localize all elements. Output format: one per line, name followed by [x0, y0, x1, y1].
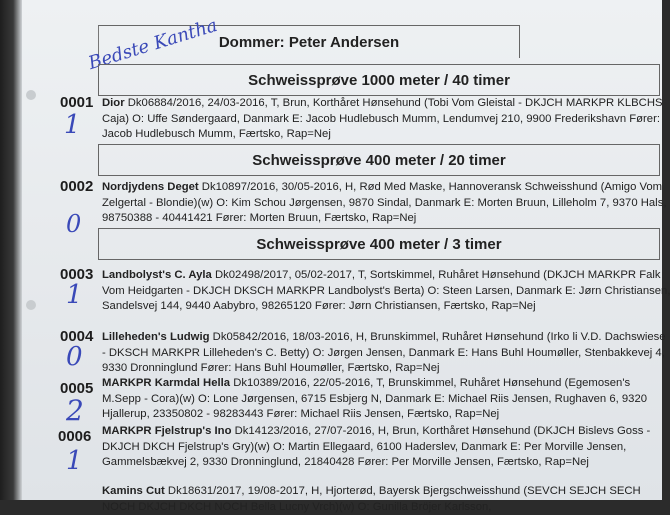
- entry-line: Jacob Hudlebusch Mumm, Færtsko, Rap=Nej: [102, 127, 662, 143]
- dog-name: Lilleheden's Ludwig: [102, 331, 210, 343]
- entry-details: [102, 376, 662, 423]
- entry-number: 0003: [60, 266, 93, 283]
- dog-name: Landbolyst's C. Ayla: [102, 269, 212, 281]
- entry-details: [102, 330, 662, 377]
- entry-details: [102, 96, 662, 143]
- dog-name: Dior: [102, 97, 125, 109]
- entry-line: Dk10897/2016, 30/05-2016, H, Rød Med Maske, Hannoveransk Schweisshund (Amigo Vom: [199, 181, 662, 193]
- dog-name: MARKPR Karmdal Hella: [102, 377, 230, 389]
- section-header-3: [98, 228, 660, 260]
- entry-line: NOCH DKJCH DKCH NOCH Bella Lucny Vrch)(w) O: Gunilla Bröjer Karlsson,: [102, 500, 662, 515]
- entry-number: 0004: [60, 328, 93, 345]
- entry-line: Hjallerup, 23350802 - 98283443 Fører: Michael Riis Jensen, Færtsko, Rap=Nej: [102, 407, 662, 423]
- handwritten-prize-mark: 2: [66, 394, 84, 427]
- binder-edge: [0, 0, 22, 500]
- entry-number: 0001: [60, 94, 93, 111]
- entry-details: [102, 180, 662, 227]
- entry-line: Dk02498/2017, 05/02-2017, T, Sortskimmel, Ruhåret Hønsehund (DKJCH MARKPR Falk: [212, 269, 661, 281]
- handwritten-prize-mark: 0: [66, 342, 83, 372]
- entry-line: 98750388 - 40441421 Fører: Morten Bruun, Færtsko, Rap=Nej: [102, 211, 662, 227]
- handwritten-prize-mark: 0: [66, 210, 81, 238]
- entry-line: Dk18631/2017, 19/08-2017, H, Hjorterød, Bayersk Bjergschweisshund (SEVCH SEJCH SECH: [165, 485, 641, 497]
- judge-title: Dommer: Peter Andersen: [219, 34, 399, 51]
- section-header-1: [98, 64, 660, 96]
- dog-name: Kamins Cut: [102, 485, 165, 497]
- entry-line: Dk06884/2016, 24/03-2016, T, Brun, Korthåret Hønsehund (Tobi Vom Gleistal - DKJCH MARKPR KLBCHS: [125, 97, 663, 109]
- entry-number: 0005: [60, 380, 93, 397]
- entry-details: [102, 484, 662, 515]
- handwritten-prize-mark: 1: [66, 280, 83, 310]
- entry-line: 9330 Dronninglund Fører: Hans Buhl Houmøller, Færtsko, Rap=Nej: [102, 361, 662, 377]
- section-title: Schweissprøve 400 meter / 3 timer: [256, 236, 501, 253]
- document-page: [22, 0, 662, 500]
- entry-line: DKJCH DKCH Fjelstrup's Gry)(w) O: Martin Ellegaard, 6100 Haderslev, Danmark E: Per Morville Jensen,: [102, 440, 662, 456]
- entry-line: Dk14123/2016, 27/07-2016, H, Brun, Korthåret Hønsehund (DKJCH Bislevs Goss -: [231, 425, 650, 437]
- section-header-2: [98, 144, 660, 176]
- entry-line: Vom Heidgarten - DKJCH DKSCH MARKPR Landbolyst's Berta) O: Steen Larsen, Danmark E: Jørn Christiansen,: [102, 284, 662, 300]
- entry-line: Dk10389/2016, 22/05-2016, T, Brunskimmel, Ruhåret Hønsehund (Egemosen's: [230, 377, 630, 389]
- handwritten-prize-mark: 1: [66, 446, 83, 476]
- entry-line: Caja) O: Uffe Søndergaard, Danmark E: Jacob Hudlebusch Mumm, Lendumvej 210, 9900 Frederikshavn Fører:: [102, 112, 662, 128]
- entry-line: Gammelsbækvej 2, 9330 Dronninglund, 21840428 Fører: Per Morville Jensen, Færtsko, Rap=Nej: [102, 455, 662, 471]
- section-title: Schweissprøve 400 meter / 20 timer: [252, 152, 505, 169]
- handwritten-prize-mark: 1: [64, 110, 81, 140]
- entry-details: [102, 268, 662, 315]
- dog-name: MARKPR Fjelstrup's Ino: [102, 425, 231, 437]
- entry-line: M.Sepp - Cora)(w) O: Lone Jørgensen, 6715 Esbjerg N, Danmark E: Michael Riis Jensen, Rughaven 6, 9320: [102, 392, 662, 408]
- entry-line: Sandelsvej 144, 9440 Aabybro, 98265120 Fører: Jørn Christiansen, Færtsko, Rap=Nej: [102, 299, 662, 315]
- dog-name: Nordjydens Deget: [102, 181, 199, 193]
- entry-line: Dk05842/2016, 18/03-2016, H, Brunskimmel, Ruhåret Hønsehund (Irko li V.D. Dachswiese: [210, 331, 666, 343]
- entry-details: [102, 424, 662, 471]
- entry-line: - DKSCH MARKPR Lilleheden's C. Betty) O: Jørgen Jensen, Danmark E: Hans Buhl Houmøller, Stenbakkevej 4,: [102, 346, 662, 362]
- entry-number: 0002: [60, 178, 93, 195]
- section-title: Schweissprøve 1000 meter / 40 timer: [248, 72, 510, 89]
- entry-number: 0006: [58, 428, 91, 445]
- entry-line: Zelgertal - Blondie)(w) O: Kim Schou Jørgensen, 9870 Sindal, Danmark E: Morten Bruun, Lilleholm 7, 9370 Hals,: [102, 196, 662, 212]
- handwritten-header: Bedste Kantha: [86, 15, 220, 74]
